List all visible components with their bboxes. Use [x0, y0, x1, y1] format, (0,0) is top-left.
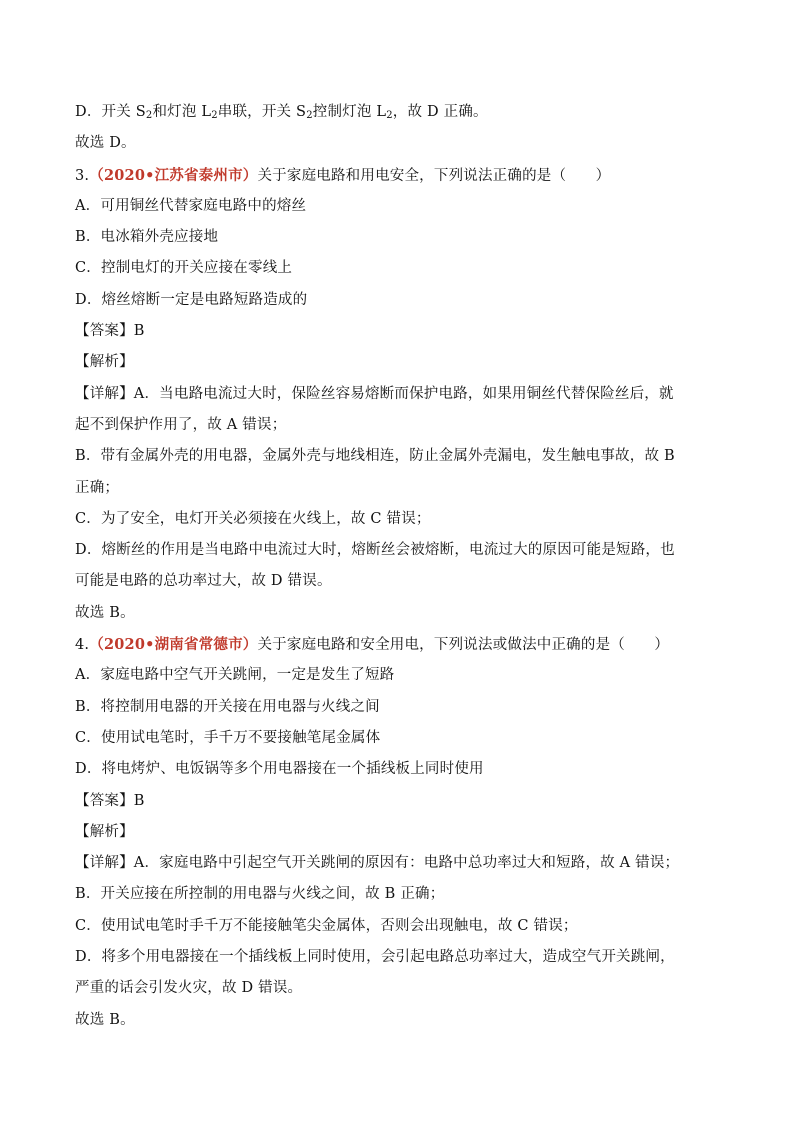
question-3-conclusion: 故选 B。: [75, 604, 135, 621]
question-text: 关于家庭电路和安全用电，下列说法或做法中正确的是（ ）: [257, 637, 670, 654]
question-3-option-d: D．熔丝熔断一定是电路短路造成的: [75, 291, 308, 308]
question-4-detail-line: B．开关应接在所控制的用电器与火线之间，故 B 正确；: [75, 886, 445, 903]
question-4-answer: 【答案】B: [75, 792, 145, 809]
question-3-detail-line: D．熔断丝的作用是当电路中电流过大时，熔断丝会被熔断，电流过大的原因可能是短路，也: [75, 542, 675, 559]
question-3-detail-line: 正确；: [75, 479, 120, 496]
question-3-detail-line: C．为了安全，电灯开关必须接在火线上，故 C 错误；: [75, 510, 431, 527]
page-content: [75, 97, 725, 1036]
question-4-analysis-title: 【解析】: [75, 823, 134, 840]
question-4-option-c: C．使用试电笔时，手千万不要接触笔尾金属体: [75, 729, 381, 746]
question-3-option-b: B．电冰箱外壳应接地: [75, 229, 219, 246]
question-3-detail-line: 可能是电路的总功率过大，故 D 错误。: [75, 573, 332, 590]
question-text: 关于家庭电路和用电安全，下列说法正确的是（ ）: [257, 167, 611, 184]
question-4-detail-line: C．使用试电笔时手千万不能接触笔尖金属体，否则会出现触电，故 C 错误；: [75, 917, 578, 934]
question-3-detail-line: 【详解】A．当电路电流过大时，保险丝容易熔断而保护电路，如果用铜丝代替保险丝后，就: [75, 385, 674, 402]
question-number: 4.: [75, 637, 90, 654]
prev-option-d-explanation: D．开关 $S_2$和灯泡 $L_2$串联，开关 $S_2$控制灯泡 $L_2$，故 D 正确。: [75, 104, 488, 121]
question-4-option-a: A．家庭电路中空气开关跳闸，一定是发生了短路: [75, 667, 395, 684]
question-4-conclusion: 故选 B。: [75, 1011, 135, 1028]
question-3-detail-line: 起不到保护作用了，故 A 错误；: [75, 416, 287, 433]
prev-conclusion: 故选 D。: [75, 135, 136, 152]
question-3-analysis-title: 【解析】: [75, 354, 134, 371]
question-number: 3.: [75, 167, 90, 184]
question-3-detail-line: B．带有金属外壳的用电器，金属外壳与地线相连，防止金属外壳漏电，发生触电事故，故 B: [75, 448, 675, 465]
question-source: （2020•湖南省常德市）: [89, 636, 258, 654]
question-3-answer: 【答案】B: [75, 323, 145, 340]
question-3-option-a: A．可用铜丝代替家庭电路中的熔丝: [75, 197, 307, 214]
question-4-option-d: D．将电烤炉、电饭锅等多个用电器接在一个插线板上同时使用: [75, 761, 484, 778]
question-4-option-b: B．将控制用电器的开关接在用电器与火线之间: [75, 698, 380, 715]
question-3-option-c: C．控制电灯的开关应接在零线上: [75, 260, 293, 277]
question-4-detail-line: D．将多个用电器接在一个插线板上同时使用，会引起电路总功率过大，造成空气开关跳闸，: [75, 949, 675, 966]
question-4-detail-line: 严重的话会引发火灾，故 D 错误。: [75, 980, 303, 997]
question-4-detail-line: 【详解】A．家庭电路中引起空气开关跳闸的原因有：电路中总功率过大和短路，故 A 错误；: [75, 855, 680, 872]
question-3-stem: [75, 160, 725, 191]
question-4-stem: [75, 629, 725, 660]
question-source: （2020•江苏省泰州市）: [89, 166, 258, 184]
